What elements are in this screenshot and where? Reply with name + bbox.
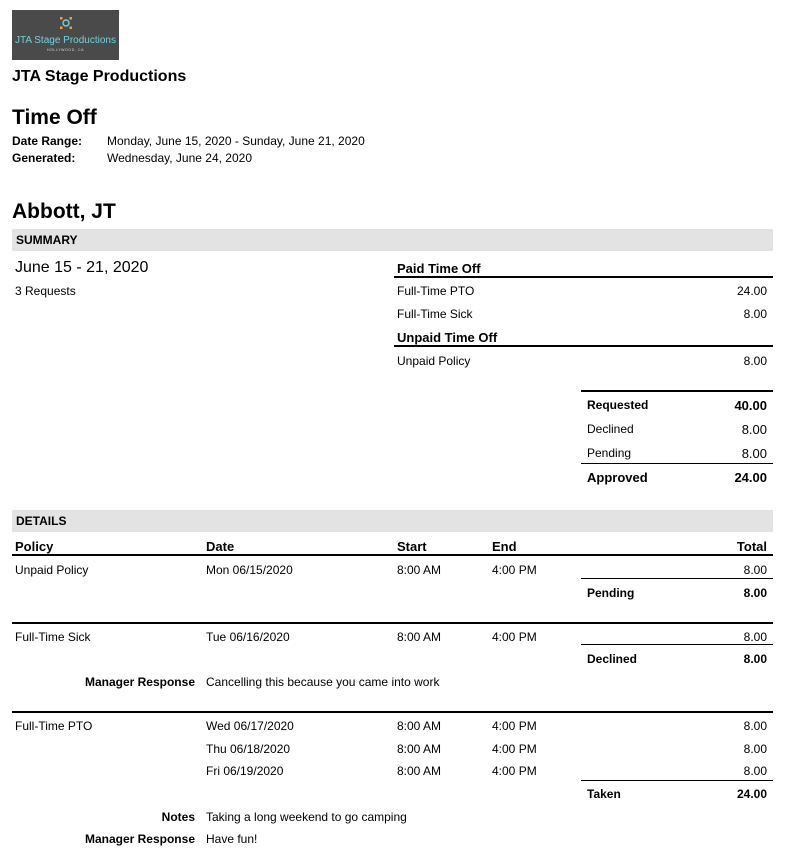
detail-start: 8:00 AM [397,719,442,733]
status-value: 24.00 [736,787,767,801]
notes-label: Notes [161,810,195,824]
detail-date: Thu 06/18/2020 [206,742,291,756]
column-header-date: Date [206,539,235,554]
report-title: Time Off [12,106,97,129]
employee-name: Abbott, JT [12,200,116,223]
totals-approved-rule [581,463,773,464]
detail-date: Tue 06/16/2020 [206,630,290,644]
detail-end: 4:00 PM [492,742,537,756]
status-label: Pending [587,586,635,600]
logo-subtitle: HOLLYWOOD, CA [46,48,85,52]
detail-total: 8.00 [743,563,767,577]
manager-response-label: Manager Response [84,832,195,846]
notes-value: Taking a long weekend to go camping [206,810,407,824]
paid-item-label: Full-Time Sick [397,307,473,321]
detail-start: 8:00 AM [397,742,442,756]
status-value: 8.00 [743,586,767,600]
paid-heading-rule [394,276,773,278]
detail-start: 8:00 AM [397,563,442,577]
detail-end: 4:00 PM [492,563,537,577]
manager-response-label: Manager Response [84,675,195,689]
details-header [12,510,773,532]
detail-total: 8.00 [743,764,767,778]
logo-name: JTA Stage Productions [15,35,116,46]
pending-value: 8.00 [741,446,767,461]
group-divider [12,711,773,713]
pending-label: Pending [587,446,632,460]
detail-end: 4:00 PM [492,764,537,778]
detail-date: Fri 06/19/2020 [206,764,284,778]
date-range-label: Date Range: [12,134,83,148]
unpaid-heading-rule [394,345,773,347]
column-header-policy: Policy [15,539,54,554]
status-rule [581,644,773,645]
status-rule [581,780,773,781]
company-name: JTA Stage Productions [12,68,187,85]
paid-item-label: Full-Time PTO [397,284,475,298]
detail-date: Wed 06/17/2020 [206,719,294,733]
status-value: 8.00 [743,652,767,666]
summary-request-count: 3 Requests [15,284,76,298]
detail-start: 8:00 AM [397,630,442,644]
detail-total: 8.00 [743,719,767,733]
unpaid-time-off-heading: Unpaid Time Off [397,330,498,345]
requested-value: 40.00 [734,398,767,413]
generated-label: Generated: [12,151,76,165]
detail-policy: Full-Time PTO [15,719,93,733]
detail-total: 8.00 [743,742,767,756]
company-logo [12,10,119,60]
paid-item-value: 24.00 [736,284,767,298]
column-header-start: Start [397,539,427,554]
detail-policy: Unpaid Policy [15,563,89,577]
requested-label: Requested [587,398,649,412]
column-header-total: Total [736,539,767,554]
status-rule [581,578,773,579]
date-range-value: Monday, June 15, 2020 - Sunday, June 21, 2020 [107,134,365,148]
generated-value: Wednesday, June 24, 2020 [107,151,252,165]
detail-policy: Full-Time Sick [15,630,91,644]
paid-time-off-heading: Paid Time Off [397,261,481,276]
approved-value: 24.00 [734,470,767,485]
declined-label: Declined [587,422,634,436]
manager-response-value: Have fun! [206,832,258,846]
detail-total: 8.00 [743,630,767,644]
logo-mark-icon [59,16,73,30]
column-header-rule [12,554,773,556]
summary-header [12,229,773,251]
manager-response-value: Cancelling this because you came into work [206,675,440,689]
summary-period: June 15 - 21, 2020 [15,259,149,276]
detail-end: 4:00 PM [492,630,537,644]
status-label: Declined [587,652,638,666]
unpaid-item-label: Unpaid Policy [397,354,471,368]
declined-value: 8.00 [741,422,767,437]
detail-start: 8:00 AM [397,764,442,778]
group-divider [12,622,773,624]
column-header-end: End [492,539,517,554]
approved-label: Approved [587,470,648,485]
paid-item-value: 8.00 [743,307,767,321]
status-label: Taken [587,787,621,801]
detail-date: Mon 06/15/2020 [206,563,293,577]
detail-end: 4:00 PM [492,719,537,733]
details-heading: DETAILS [16,514,67,528]
totals-top-rule [581,390,773,392]
unpaid-item-value: 8.00 [743,354,767,368]
summary-heading: SUMMARY [16,233,78,247]
